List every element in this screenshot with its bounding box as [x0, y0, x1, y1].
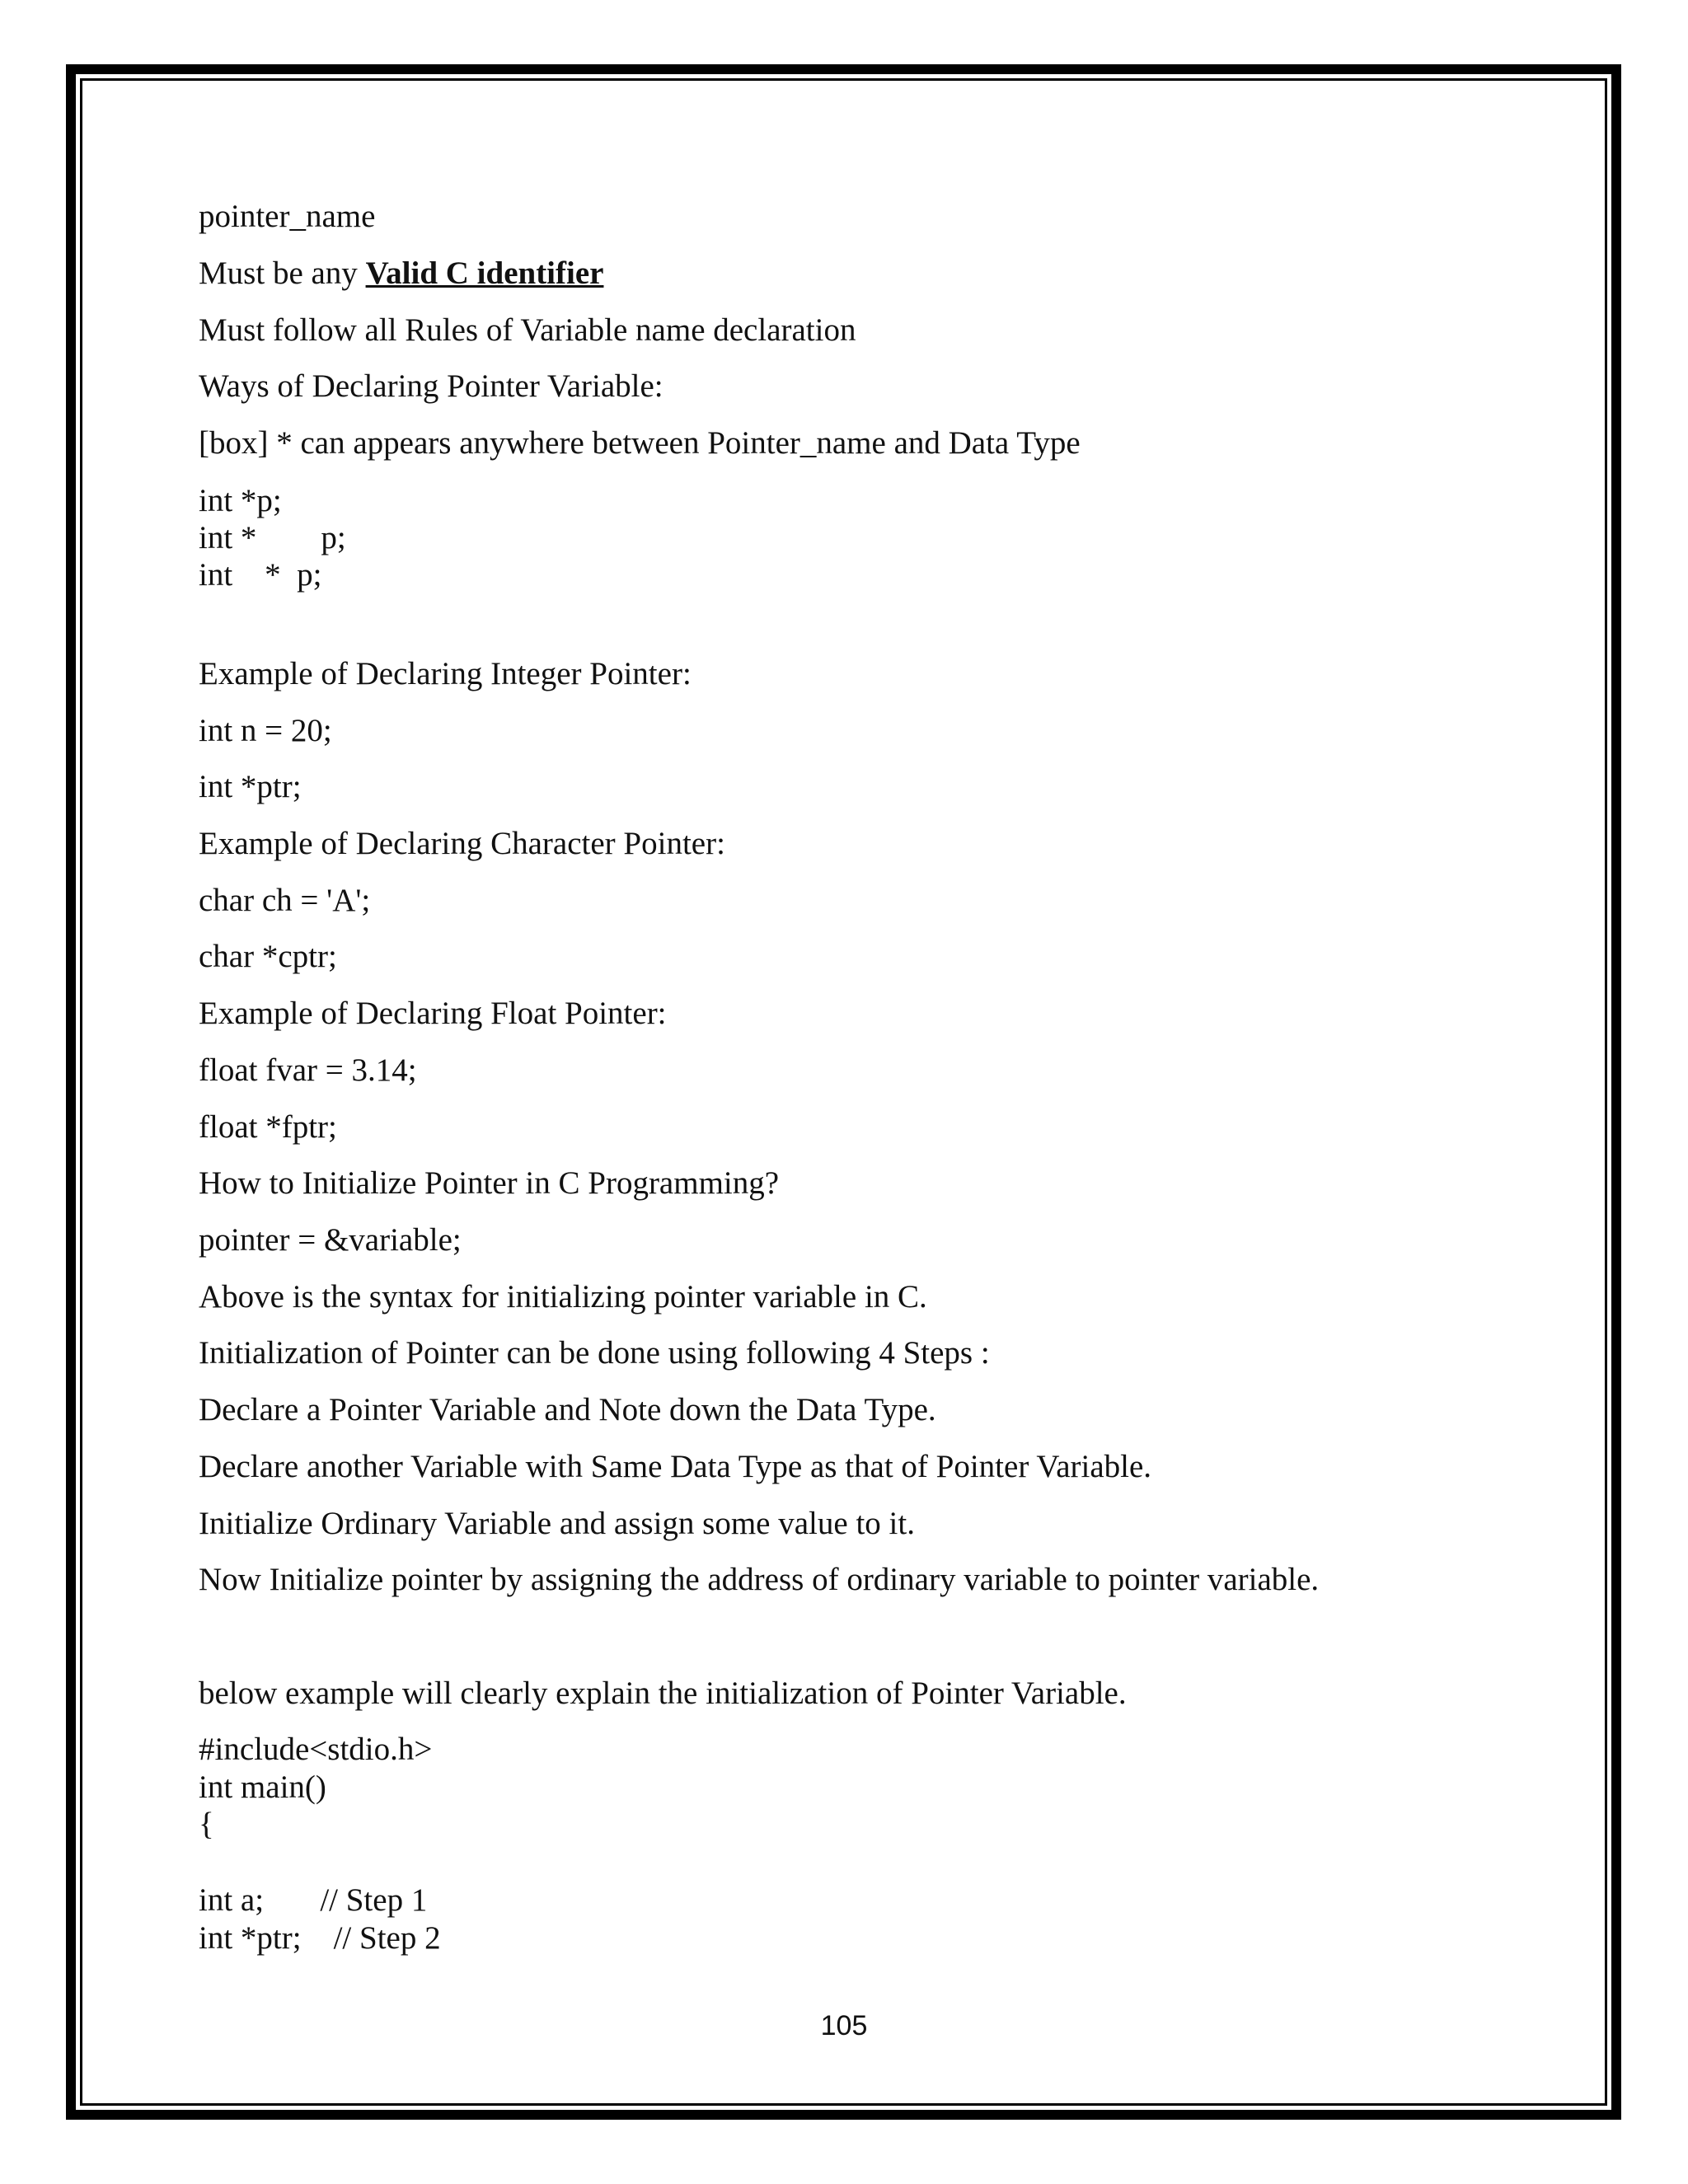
text-line: below example will clearly explain the initialization of Pointer Variable. — [199, 1675, 1127, 1711]
code-line: char ch = 'A'; — [199, 883, 371, 918]
text-line: Must follow all Rules of Variable name declaration — [199, 312, 856, 348]
code-line: { — [199, 1807, 214, 1842]
code-line: int main() — [199, 1769, 326, 1805]
code-line: int * p; — [199, 557, 322, 593]
text-fragment: Must be any — [199, 255, 366, 291]
text-line: [box] * can appears anywhere between Pointer_name and Data Type — [199, 425, 1081, 461]
text-line: Declare another Variable with Same Data Type as that of Pointer Variable. — [199, 1449, 1152, 1484]
page-number: 105 — [820, 2010, 868, 2041]
code-line: int *p; — [199, 483, 282, 518]
code-line: int *ptr; // Step 2 — [199, 1920, 441, 1956]
code-line: char *cptr; — [199, 939, 337, 974]
code-line: int *ptr; — [199, 769, 302, 804]
code-line: float *fptr; — [199, 1109, 337, 1145]
text-line: Above is the syntax for initializing pointer variable in C. — [199, 1279, 927, 1315]
code-line: int n = 20; — [199, 713, 332, 748]
text-line: pointer_name — [199, 199, 376, 234]
text-line: How to Initialize Pointer in C Programming? — [199, 1165, 780, 1201]
text-line: Ways of Declaring Pointer Variable: — [199, 368, 663, 404]
code-line: int * p; — [199, 520, 346, 555]
text-line: Example of Declaring Float Pointer: — [199, 996, 667, 1031]
text-line: Example of Declaring Character Pointer: — [199, 826, 725, 861]
code-line: pointer = &variable; — [199, 1222, 462, 1258]
text-line: Now Initialize pointer by assigning the address of ordinary variable to pointer variable. — [199, 1562, 1320, 1597]
text-line: Initialize Ordinary Variable and assign some value to it. — [199, 1506, 915, 1541]
text-line — [199, 255, 603, 293]
code-line: int a; // Step 1 — [199, 1882, 428, 1918]
text-line: Initialization of Pointer can be done using following 4 Steps : — [199, 1335, 990, 1371]
text-line: Example of Declaring Integer Pointer: — [199, 656, 692, 691]
code-line: #include<stdio.h> — [199, 1732, 433, 1767]
code-line: float fvar = 3.14; — [199, 1052, 417, 1088]
text-line: Declare a Pointer Variable and Note down the Data Type. — [199, 1392, 936, 1427]
emphasis-text: Valid C identifier — [365, 255, 604, 291]
